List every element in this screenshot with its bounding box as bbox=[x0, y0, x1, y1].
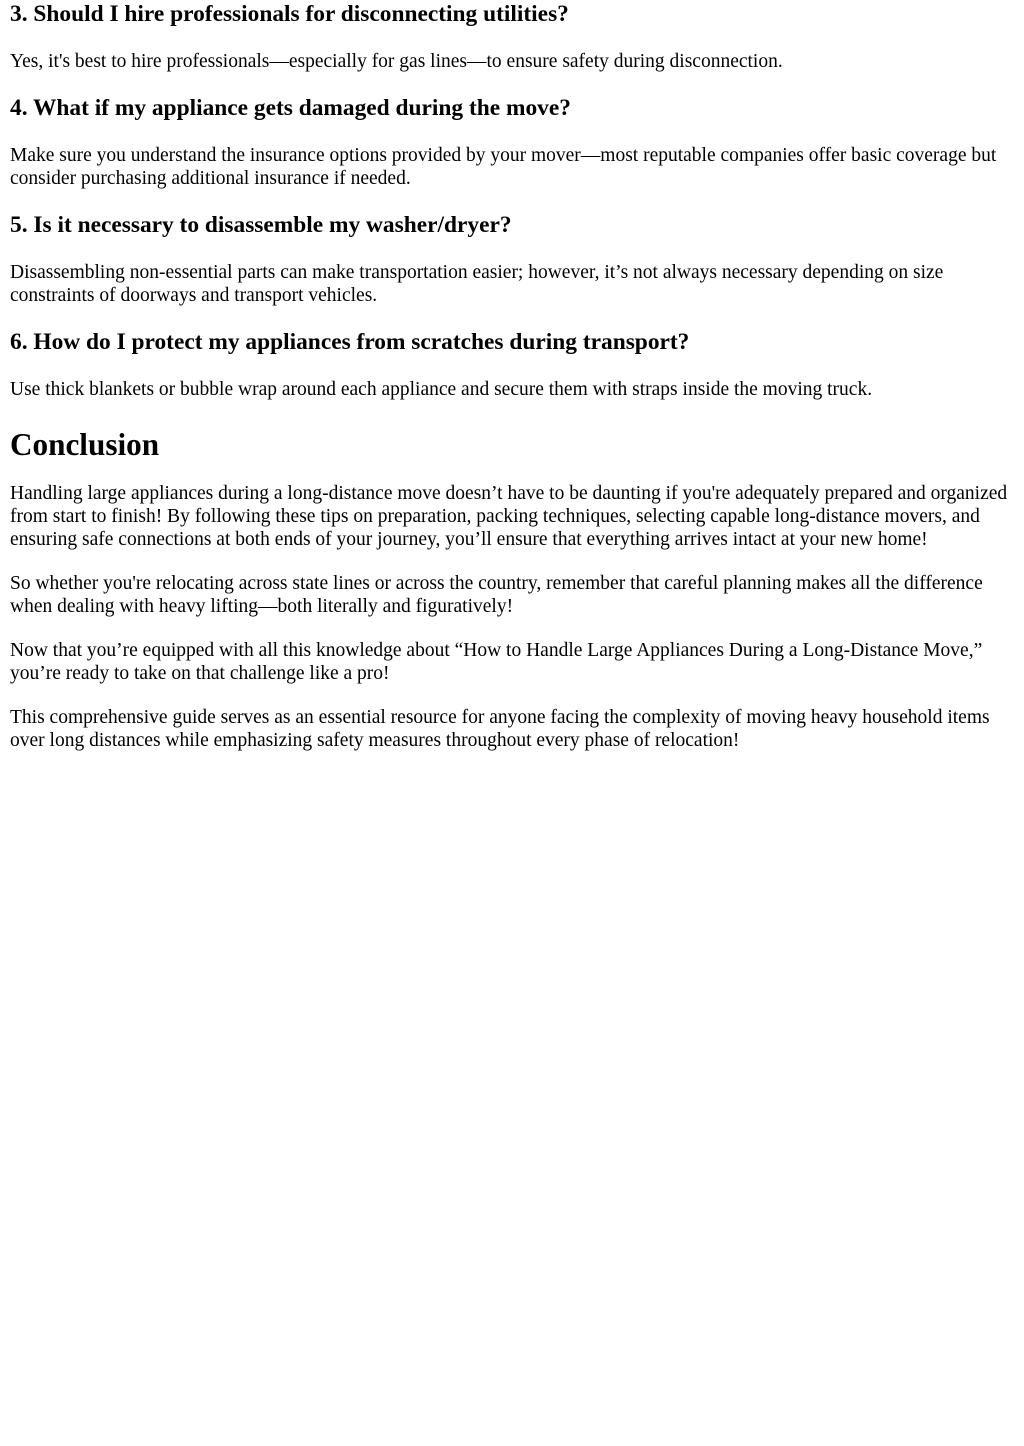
faq-answer-5: Disassembling non-essential parts can make transportation easier; however, it’s not always necessary depending on size constraints of doorways and transport vehicles. bbox=[10, 262, 944, 306]
faq-answer-6: Use thick blankets or bubble wrap around each appliance and secure them with straps inside the moving truck. bbox=[10, 379, 873, 400]
faq-answer-3: Yes, it's best to hire professionals—especially for gas lines—to ensure safety during disconnection. bbox=[10, 51, 783, 72]
faq-question-6: 6. How do I protect my appliances from scratches during transport? bbox=[10, 329, 690, 355]
faq-question-3: 3. Should I hire professionals for disconnecting utilities? bbox=[10, 1, 569, 27]
faq-question-5: 5. Is it necessary to disassemble my washer/dryer? bbox=[10, 212, 512, 238]
faq-answer-4: Make sure you understand the insurance options provided by your mover—most reputable companies offer basic coverage but consider purchasing additional insurance if needed. bbox=[10, 145, 997, 189]
conclusion-paragraph: This comprehensive guide serves as an essential resource for anyone facing the complexity of moving heavy household items over long distances while emphasizing safety measures throughout every phase of relocation! bbox=[10, 707, 990, 751]
conclusion-paragraph: Now that you’re equipped with all this knowledge about “How to Handle Large Appliances During a Long-Distance Move,” you’re ready to take on that challenge like a pro! bbox=[10, 640, 983, 684]
conclusion-paragraph: Handling large appliances during a long-distance move doesn’t have to be daunting if you're adequately prepared and organized from start to finish! By following these tips on preparation, packing techniques, selecting capable long-distance movers, and ensuring safe connections at both ends of your journey, you’ll ensure that everything arrives intact at your new home! bbox=[10, 483, 1008, 550]
conclusion-paragraph: So whether you're relocating across state lines or across the country, remember that careful planning makes all the difference when dealing with heavy lifting—both literally and figuratively! bbox=[10, 573, 983, 617]
conclusion-heading: Conclusion bbox=[10, 427, 160, 462]
faq-question-4: 4. What if my appliance gets damaged during the move? bbox=[10, 95, 571, 121]
